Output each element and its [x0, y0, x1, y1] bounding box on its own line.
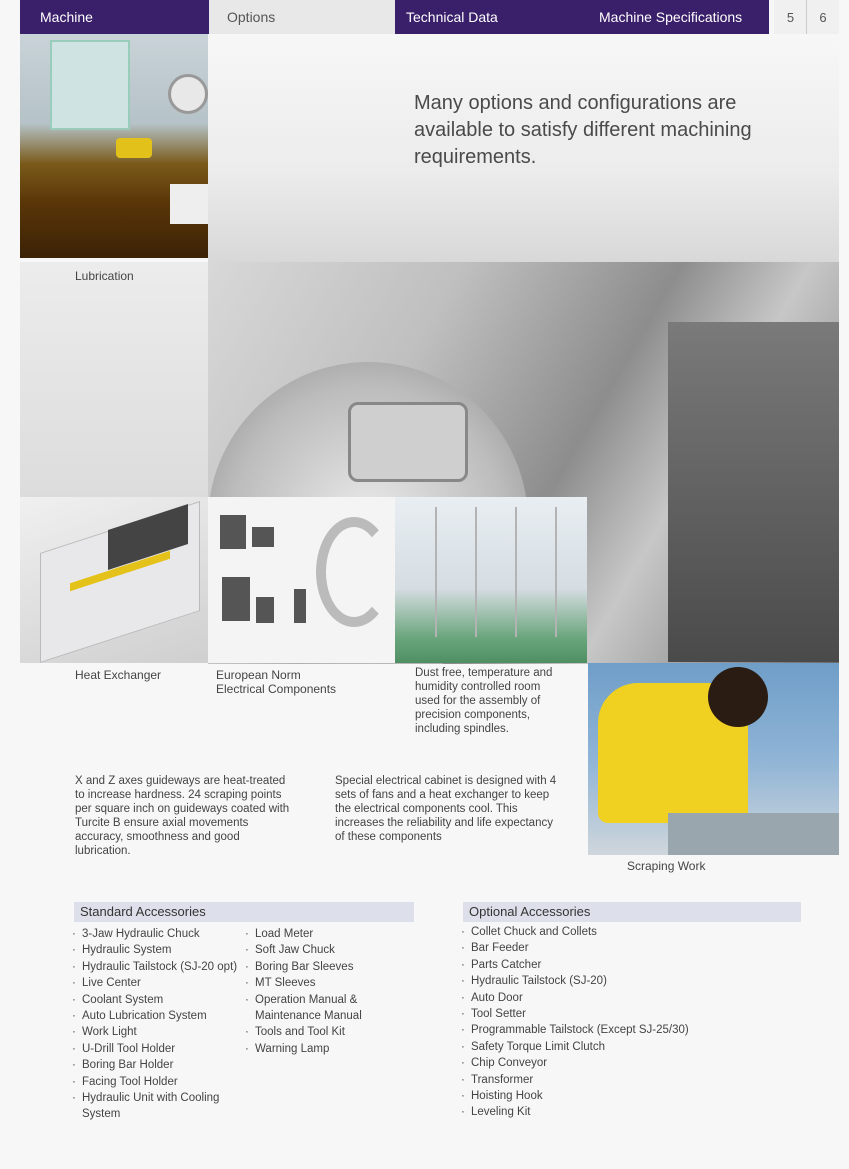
accessory-item: · Hydraulic System [72, 942, 247, 958]
caption-heat-exchanger: Heat Exchanger [75, 668, 162, 682]
machine-bed [668, 813, 839, 855]
room-frame [435, 507, 437, 637]
caption-european-norm: European Norm Electrical Components [216, 668, 337, 696]
accessory-item: · Coolant System [72, 992, 247, 1008]
standard-accessories-list-2 [245, 926, 415, 1057]
accessory-item: · Parts Catcher [461, 957, 761, 973]
caption-lubrication: Lubrication [75, 269, 134, 283]
accessory-item: · Warning Lamp [245, 1041, 415, 1057]
relay-icon [222, 577, 250, 621]
terminal-icon [294, 589, 306, 623]
tool-holder [348, 402, 468, 482]
worker-head [708, 667, 768, 727]
accessory-item: · Facing Tool Holder [72, 1074, 247, 1090]
nav-machine-specifications[interactable] [583, 0, 769, 34]
electrical-components-photo [208, 497, 395, 663]
accessory-item: · Transformer [461, 1072, 761, 1088]
accessory-item: · U-Drill Tool Holder [72, 1041, 247, 1057]
accessory-item: · Boring Bar Holder [72, 1057, 247, 1073]
nav-specs-label: Machine Specifications [599, 9, 743, 25]
nav-machine[interactable] [20, 0, 209, 34]
tailstock-block [668, 322, 839, 662]
accessory-item: · Live Center [72, 975, 247, 991]
breaker-icon [252, 527, 274, 547]
accessory-item: · Operation Manual & Maintenance Manual [245, 992, 415, 1025]
accessory-item: · Auto Door [461, 990, 761, 1006]
nav-options-label: Options [227, 9, 276, 25]
optional-accessories-heading: Optional Accessories [463, 902, 801, 922]
headline: Many options and configurations are available to satisfy different machining requirements. [414, 92, 752, 168]
caption-dust-free: Dust free, temperature and humidity controlled room used for the assembly of precision components, including spindles. [415, 667, 553, 735]
lubrication-photo [20, 34, 208, 258]
standard-accessories-list-1 [72, 926, 247, 1123]
nav-options[interactable] [209, 0, 395, 34]
accessory-item: · Auto Lubrication System [72, 1008, 247, 1024]
optional-accessories-list [461, 924, 761, 1121]
room-frame [475, 507, 477, 637]
caption-scraping: Scraping Work [627, 859, 706, 873]
page-number-5[interactable]: 5 [774, 0, 807, 34]
background-ghost-photo [20, 262, 208, 502]
accessory-item: · Load Meter [245, 926, 415, 942]
pressure-gauge-icon [168, 74, 208, 114]
paragraph-guideways: X and Z axes guideways are heat-treated to increase hardness. 24 scraping points per square inch on guideways coated with Turcite B ensure axial movements accuracy, smoothness and good lubrication. [75, 775, 290, 857]
standard-accessories-heading: Standard Accessories [74, 902, 414, 922]
lubrication-unit [50, 40, 130, 130]
scraping-work-photo [588, 663, 839, 855]
oil-label [170, 184, 208, 224]
fuse-icon [256, 597, 274, 623]
room-frame [515, 507, 517, 637]
oil-cap [116, 138, 152, 158]
paragraph-cabinet: Special electrical cabinet is designed with 4 sets of fans and a heat exchanger to keep the electrical components cool. This increases the reliability and life expectancy of these components [335, 775, 557, 843]
accessory-item: · Soft Jaw Chuck [245, 942, 415, 958]
accessory-item: · Hydraulic Tailstock (SJ-20 opt) [72, 959, 247, 975]
accessory-item: · Hydraulic Tailstock (SJ-20) [461, 973, 761, 989]
accessory-item: · Tools and Tool Kit [245, 1024, 415, 1040]
nav-technical-label: Technical Data [406, 9, 498, 25]
heat-exchanger-photo [20, 497, 208, 663]
accessory-item: · Tool Setter [461, 1006, 761, 1022]
room-frame [555, 507, 557, 637]
contactor-icon [220, 515, 246, 549]
accessory-item: · Safety Torque Limit Clutch [461, 1039, 761, 1055]
accessory-item: · Chip Conveyor [461, 1055, 761, 1071]
cable-chain-icon [316, 517, 392, 627]
page-number-6[interactable]: 6 [806, 0, 839, 34]
accessory-item: · MT Sleeves [245, 975, 415, 991]
nav-machine-label: Machine [40, 9, 93, 25]
accessory-item: · Hydraulic Unit with Cooling System [72, 1090, 247, 1123]
accessory-item: · Boring Bar Sleeves [245, 959, 415, 975]
accessory-item: · Bar Feeder [461, 940, 761, 956]
accessory-item: · Leveling Kit [461, 1104, 761, 1120]
accessory-item: · 3-Jaw Hydraulic Chuck [72, 926, 247, 942]
accessory-item: · Work Light [72, 1024, 247, 1040]
accessory-item: · Hoisting Hook [461, 1088, 761, 1104]
nav-technical-data[interactable] [395, 0, 583, 34]
clean-room-photo [395, 497, 587, 663]
accessory-item: · Programmable Tailstock (Except SJ-25/30) [461, 1022, 761, 1038]
accessory-item: · Collet Chuck and Collets [461, 924, 761, 940]
